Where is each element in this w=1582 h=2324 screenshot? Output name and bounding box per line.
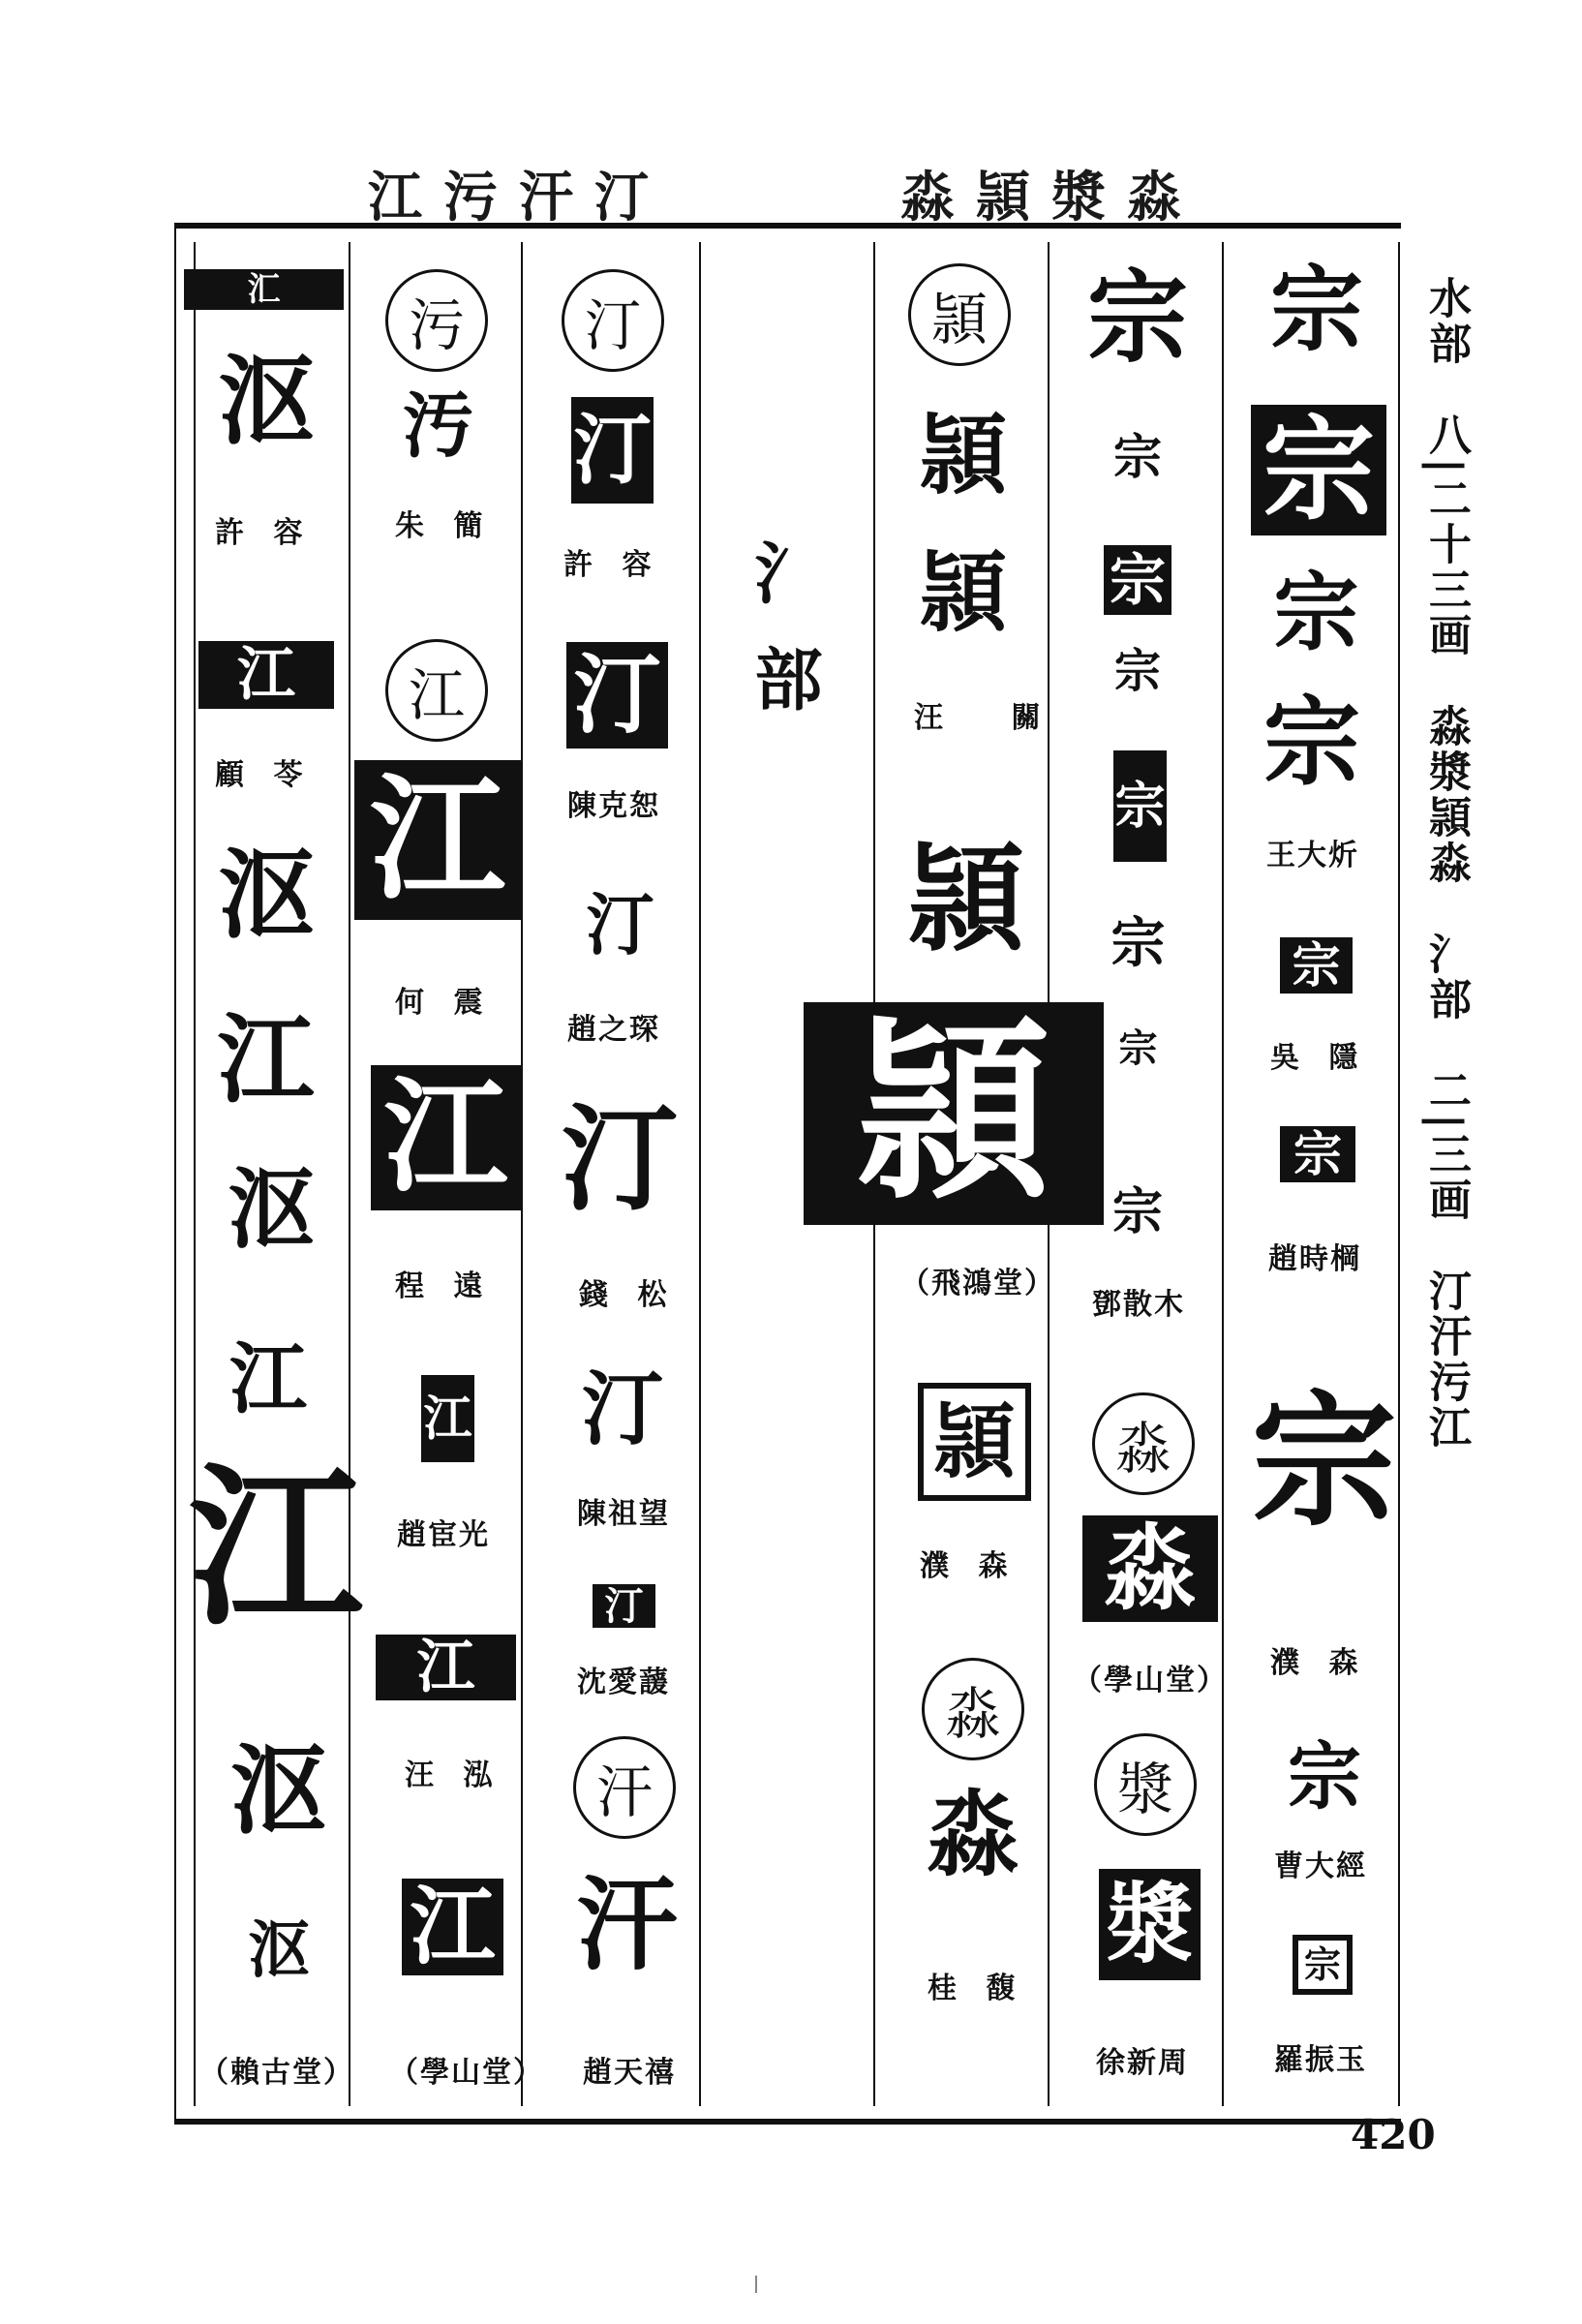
- page-number: 420: [1351, 2111, 1436, 2158]
- seal-author-label: 汪 泓: [405, 1758, 502, 1792]
- character-circle: 江: [385, 639, 488, 742]
- seal-impression: 宗: [1118, 1025, 1158, 1071]
- seal-impression: 江: [217, 1003, 315, 1116]
- seal-impression: 江: [376, 1635, 516, 1700]
- seal-author-label: 沈愛蘐: [577, 1666, 670, 1699]
- seal-author-label: 何 震: [395, 986, 493, 1020]
- character-circle: 污: [385, 269, 488, 372]
- seal-impression: 宗: [1086, 258, 1188, 377]
- seal-impression: 江: [402, 1879, 503, 1975]
- seal-impression: 宗: [1293, 1935, 1353, 1995]
- seal-impression: 江: [198, 641, 334, 709]
- seal-author-label: 許 容: [563, 548, 661, 582]
- seal-author-label: 徐新周: [1096, 2046, 1189, 2080]
- character-circle: 淼: [1092, 1392, 1195, 1495]
- side-index: 水部 八|二十三画 淼漿頴淼 氵部 二|三画 汀汗污江: [1421, 276, 1471, 1452]
- seal-impression: 汀: [571, 397, 654, 504]
- seal-author-label: 桂 馥: [928, 1972, 1025, 2005]
- seal-impression: 汀: [586, 884, 654, 964]
- seal-impression: 宗: [1111, 1183, 1163, 1241]
- character-circle: 汗: [573, 1736, 676, 1839]
- seal-impression: 頴: [920, 404, 1007, 506]
- seal-impression: 汚: [402, 384, 474, 468]
- seal-author-label: 趙宦光: [397, 1518, 490, 1552]
- seal-author-label: 曹大經: [1274, 1850, 1367, 1883]
- seal-impression-large: 頴: [804, 1002, 1104, 1225]
- seal-impression: 宗: [1288, 1733, 1361, 1819]
- seal-impression: 汀: [582, 1361, 664, 1456]
- seal-author-label: 趙之琛: [567, 1013, 660, 1047]
- seal-impression: 宗: [1263, 686, 1360, 799]
- seal-impression: 江: [189, 1448, 364, 1650]
- seal-impression: 沤: [228, 1159, 315, 1261]
- seal-author-label: 陳克恕: [567, 789, 660, 823]
- seal-author-label: 濮 森: [1270, 1646, 1368, 1680]
- seal-impression: 宗: [1104, 545, 1171, 615]
- seal-author-label: 王大炘: [1266, 839, 1359, 872]
- seal-impression: 宗: [1113, 643, 1161, 698]
- seal-impression: 宗: [1273, 562, 1359, 662]
- seal-author-label: 吳 隱: [1270, 1041, 1368, 1075]
- seal-impression: 宗: [1113, 429, 1162, 485]
- character-circle: 漿: [1094, 1733, 1197, 1836]
- seal-impression: 宗: [1251, 405, 1386, 535]
- seal-impression: 沤: [229, 1734, 327, 1848]
- seal-author-label: （飛鴻堂）: [900, 1267, 1055, 1300]
- seal-impression: 汀: [566, 642, 668, 749]
- seal-author-label: 趙時棡: [1268, 1242, 1361, 1276]
- seal-impression: 宗: [1270, 256, 1363, 364]
- seal-impression: 江: [371, 1065, 521, 1210]
- seal-impression: 江: [354, 760, 521, 920]
- seal-impression: 汗: [576, 1865, 678, 1984]
- seal-impression: 淼: [1082, 1515, 1218, 1622]
- seal-author-label: 錢 松: [579, 1278, 677, 1312]
- seal-impression: 沤: [218, 839, 315, 952]
- seal-author-label: 許 容: [215, 516, 313, 550]
- seal-author-label: （學山堂）: [1073, 1664, 1228, 1697]
- seal-impression: 汀: [562, 1092, 678, 1227]
- seal-impression: 頴: [918, 1383, 1031, 1501]
- seal-author-label: 陳祖望: [577, 1497, 670, 1531]
- section-title: 氵部: [744, 537, 824, 750]
- seal-author-label: 濮 森: [920, 1549, 1018, 1583]
- seal-impression: 宗: [1113, 750, 1167, 862]
- seal-impression: 漿: [1099, 1869, 1201, 1980]
- seal-impression: 汇: [184, 269, 344, 310]
- seal-author-label: 羅振玉: [1274, 2043, 1367, 2077]
- character-circle: 汀: [562, 269, 664, 372]
- header-left: 江污汗汀: [368, 166, 670, 229]
- seal-author-label: 顧 苓: [215, 758, 313, 792]
- scan-mark: [755, 2276, 757, 2293]
- character-circle: 淼: [922, 1658, 1024, 1760]
- seal-author-label: 程 遠: [395, 1269, 493, 1303]
- seal-author-label: （學山堂）: [389, 2056, 544, 2090]
- seal-impression: 沤: [248, 1915, 310, 1987]
- seal-author-label: 朱 簡: [395, 509, 493, 543]
- seal-author-label: 汪 關: [914, 701, 1070, 735]
- seal-impression: 江: [421, 1375, 474, 1462]
- seal-impression: 江: [229, 1334, 307, 1424]
- header-right: 淼頴漿淼: [900, 166, 1202, 229]
- seal-impression: 宗: [1280, 937, 1353, 994]
- seal-impression: 宗: [1251, 1378, 1397, 1546]
- seal-impression: 頴: [908, 833, 1024, 967]
- seal-author-label: （賴古堂）: [199, 2056, 354, 2090]
- character-circle: 頴: [908, 263, 1011, 366]
- seal-impression: 宗: [1110, 912, 1166, 975]
- seal-impression: 汀: [593, 1584, 655, 1628]
- seal-author-label: 趙天禧: [583, 2056, 676, 2090]
- seal-impression: 宗: [1280, 1126, 1355, 1182]
- seal-impression: 淼: [927, 1781, 1019, 1889]
- seal-impression: 頴: [920, 541, 1007, 644]
- seal-author-label: 鄧散木: [1092, 1288, 1185, 1322]
- seal-impression: 沤: [218, 345, 315, 458]
